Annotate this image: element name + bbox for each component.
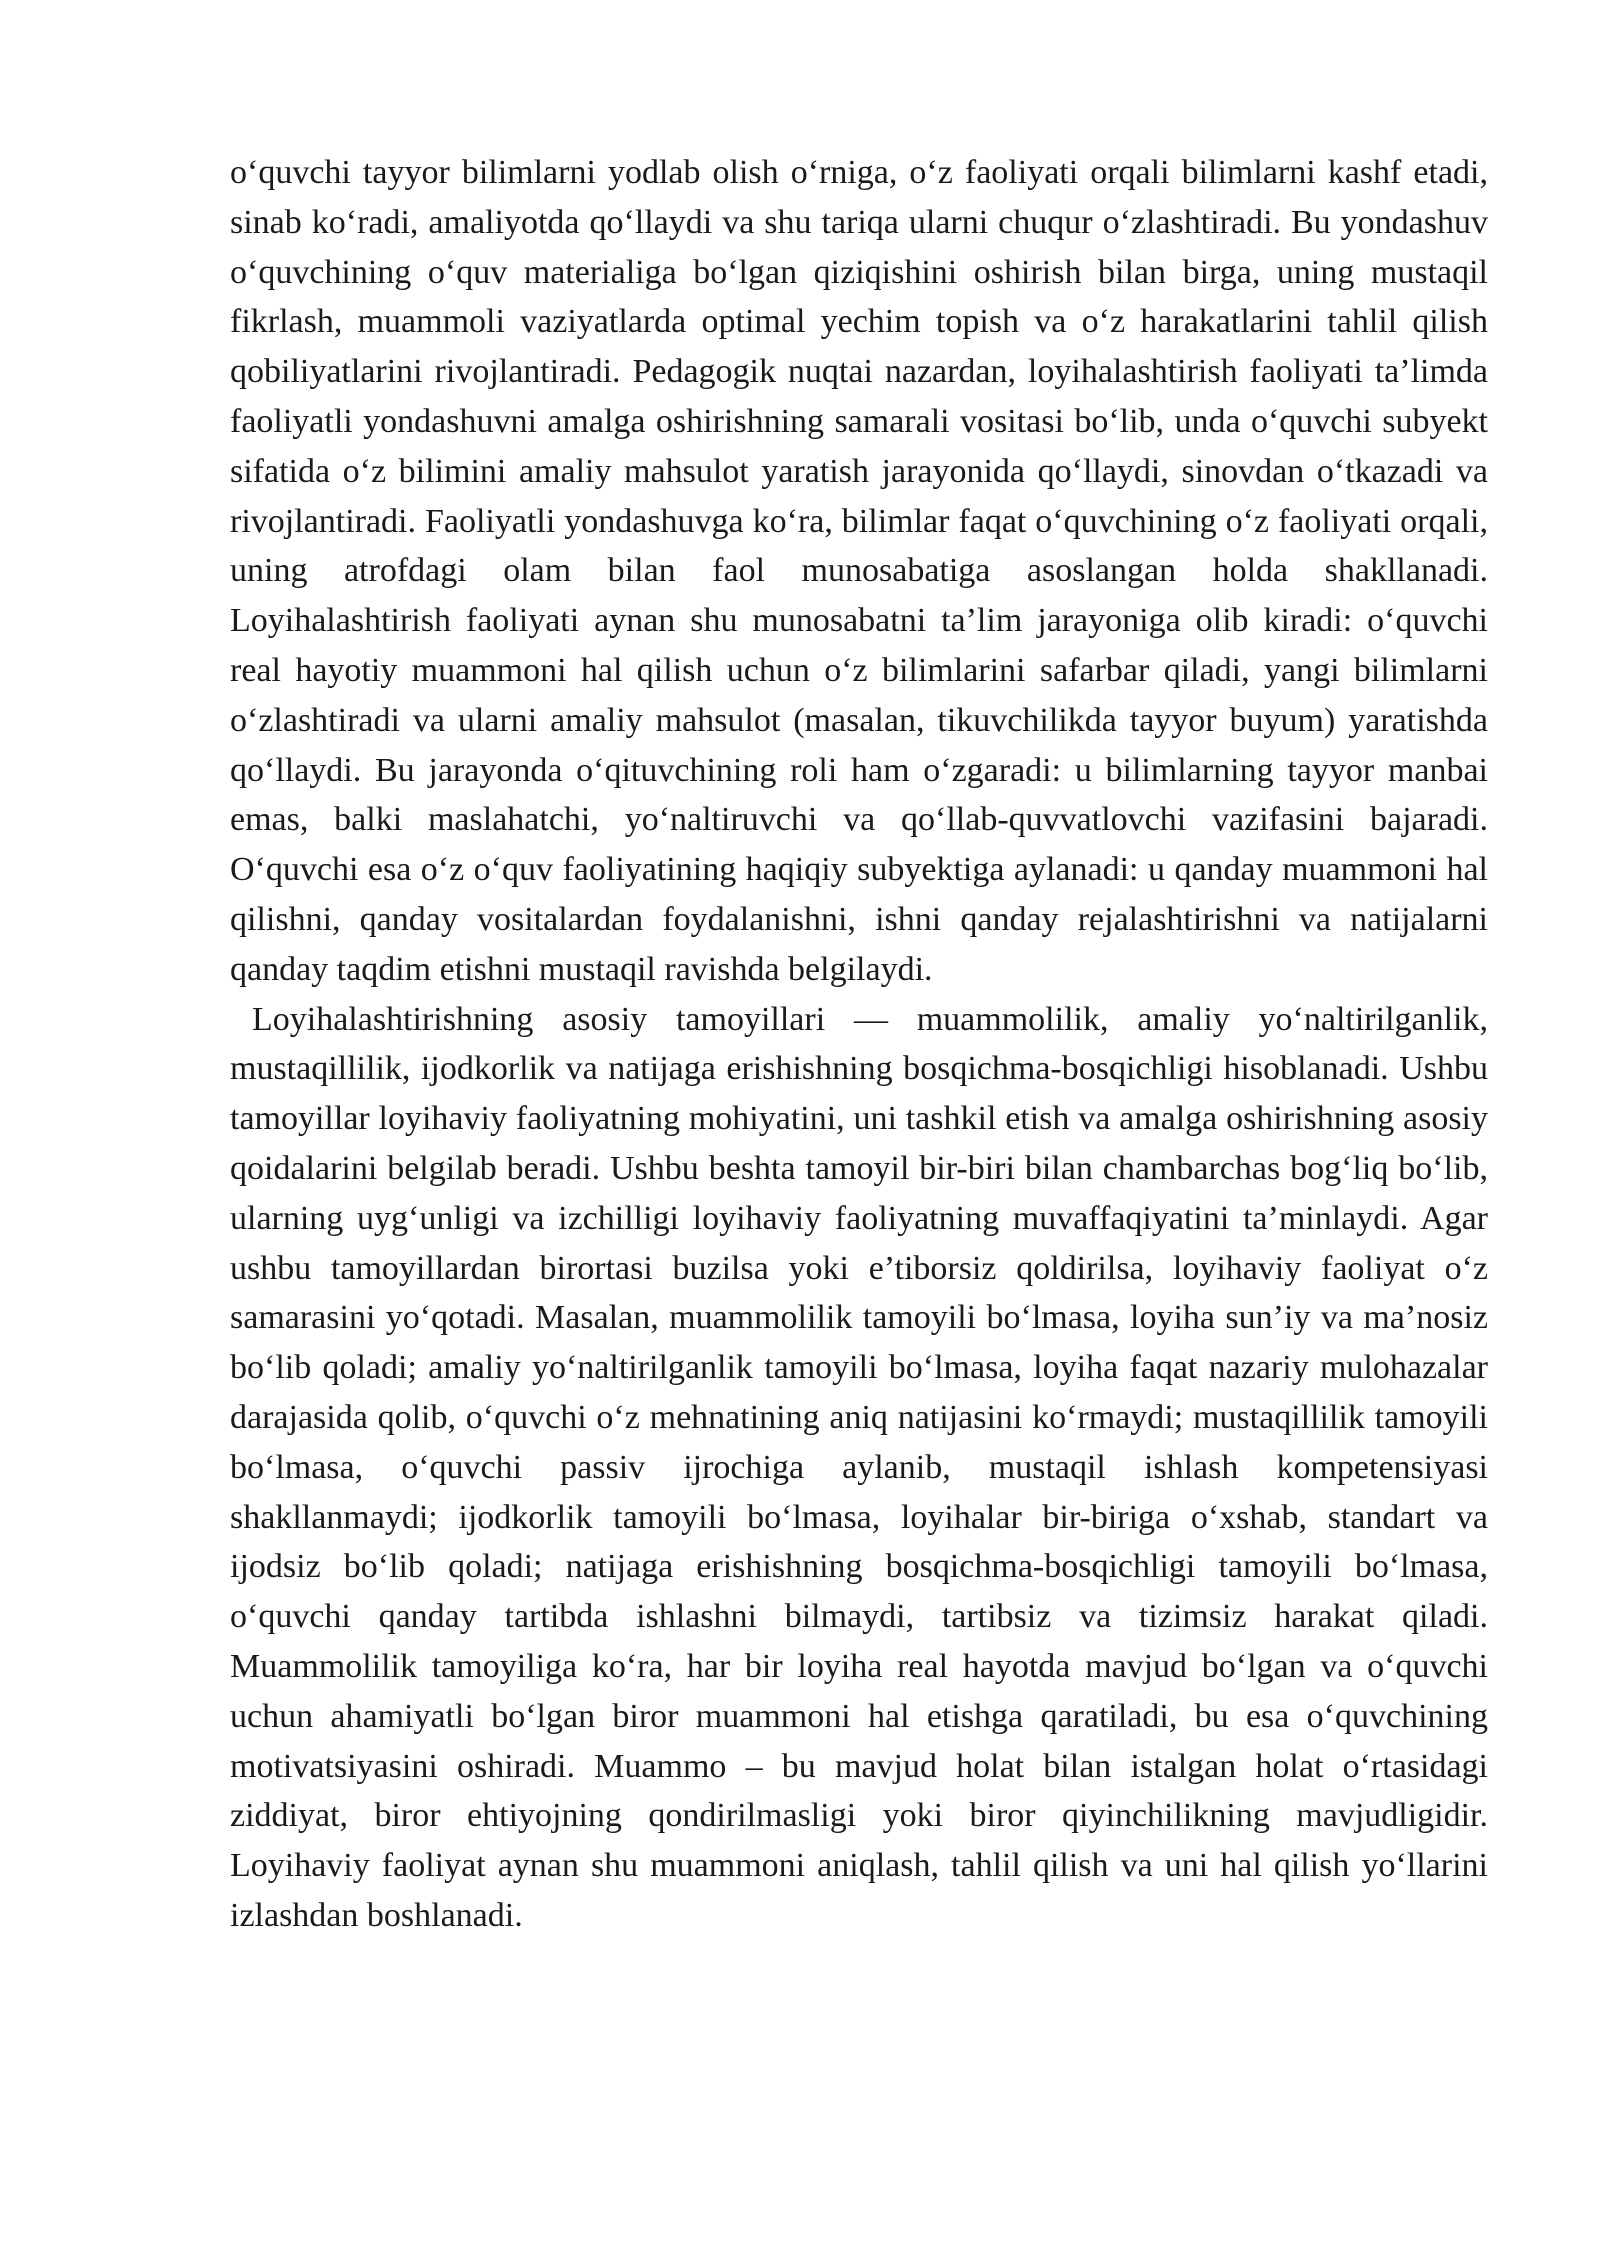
paragraph-continuation: o‘quvchi tayyor bilimlarni yodlab olish o‘rniga, o‘z faoliyati orqali bilimlarni kashf etadi, sinab ko‘radi, amaliyotda qo‘llaydi va shu tariqa ularni chuqur o‘zlashtiradi. Bu yondashuv o‘quvchining o‘quv materialiga bo‘lgan qiziqishini oshirish bilan birga, uning mustaqil fikrlash, muammoli vaziyatlarda optimal yechim topish va o‘z harakatlarini tahlil qilish qobiliyatlarini rivojlantiradi. Pedagogik nuqtai nazardan, loyihalashtirish faoliyati ta’limda faoliyatli yondashuvni amalga oshirishning samarali vositasi bo‘lib, unda o‘quvchi subyekt sifatida o‘z bilimini amaliy mahsulot yaratish jarayonida qo‘llaydi, sinovdan o‘tkazadi va rivojlantiradi. Faoliyatli yondashuvga ko‘ra, bilimlar faqat o‘quvchining o‘z faoliyati orqali, uning atrofdagi olam bilan faol munosabatiga asoslangan holda shakllanadi. Loyihalashtirish faoliyati aynan shu munosabatni ta’lim jarayoniga olib kiradi: o‘quvchi real hayotiy muammoni hal qilish uchun o‘z bilimlarini safarbar qiladi, yangi bilimlarni o‘zlashtiradi va ularni amaliy mahsulot (masalan, tikuvchilikda tayyor buyum) yaratishda qo‘llaydi. Bu jarayonda o‘qituvchining roli ham o‘zgaradi: u bilimlarning tayyor manbai emas, balki maslahatchi, yo‘naltiruvchi va qo‘llab-quvvatlovchi vazifasini bajaradi. O‘quvchi esa o‘z o‘quv faoliyatining haqiqiy subyektiga aylanadi: u qanday muammoni hal qilishni, qanday vositalardan foydalanishni, ishni qanday rejalashtirishni va natijalarni qanday taqdim etishni mustaqil ravishda belgilaydi. <box>230 154 1488 988</box>
document-page <box>230 148 1488 1941</box>
paragraph-principles: Loyihalashtirishning asosiy tamoyillari — muammolilik, amaliy yo‘naltirilganlik, mustaqillilik, ijodkorlik va natijaga erishishning bosqichma-bosqichligi hisoblanadi. Ushbu tamoyillar loyihaviy faoliyatning mohiyatini, uni tashkil etish va amalga oshirishning asosiy qoidalarini belgilab beradi. Ushbu beshta tamoyil bir-biri bilan chambarchas bog‘liq bo‘lib, ularning uyg‘unligi va izchilligi loyihaviy faoliyatning muvaffaqiyatini ta’minlaydi. Agar ushbu tamoyillardan birortasi buzilsa yoki e’tiborsiz qoldirilsa, loyihaviy faoliyat o‘z samarasini yo‘qotadi. Masalan, muammolilik tamoyili bo‘lmasa, loyiha sun’iy va ma’nosiz bo‘lib qoladi; amaliy yo‘naltirilganlik tamoyili bo‘lmasa, loyiha faqat nazariy mulohazalar darajasida qolib, o‘quvchi o‘z mehnatining aniq natijasini ko‘rmaydi; mustaqillilik tamoyili bo‘lmasa, o‘quvchi passiv ijrochiga aylanib, mustaqil ishlash kompetensiyasi shakllanmaydi; ijodkorlik tamoyili bo‘lmasa, loyihalar bir-biriga o‘xshab, standart va ijodsiz bo‘lib qoladi; natijaga erishishning bosqichma-bosqichligi tamoyili bo‘lmasa, o‘quvchi qanday tartibda ishlashni bilmaydi, tartibsiz va tizimsiz harakat qiladi. Muammolilik tamoyiliga ko‘ra, har bir loyiha real hayotda mavjud bo‘lgan va o‘quvchi uchun ahamiyatli bo‘lgan biror muammoni hal etishga qaratiladi, bu esa o‘quvchining motivatsiyasini oshiradi. Muammo – bu mavjud holat bilan istalgan holat o‘rtasidagi ziddiyat, biror ehtiyojning qondirilmasligi yoki biror qiyinchilikning mavjudligidir. Loyihaviy faoliyat aynan shu muammoni aniqlash, tahlil qilish va uni hal qilish yo‘llarini izlashdan boshlanadi. <box>230 1000 1488 1934</box>
